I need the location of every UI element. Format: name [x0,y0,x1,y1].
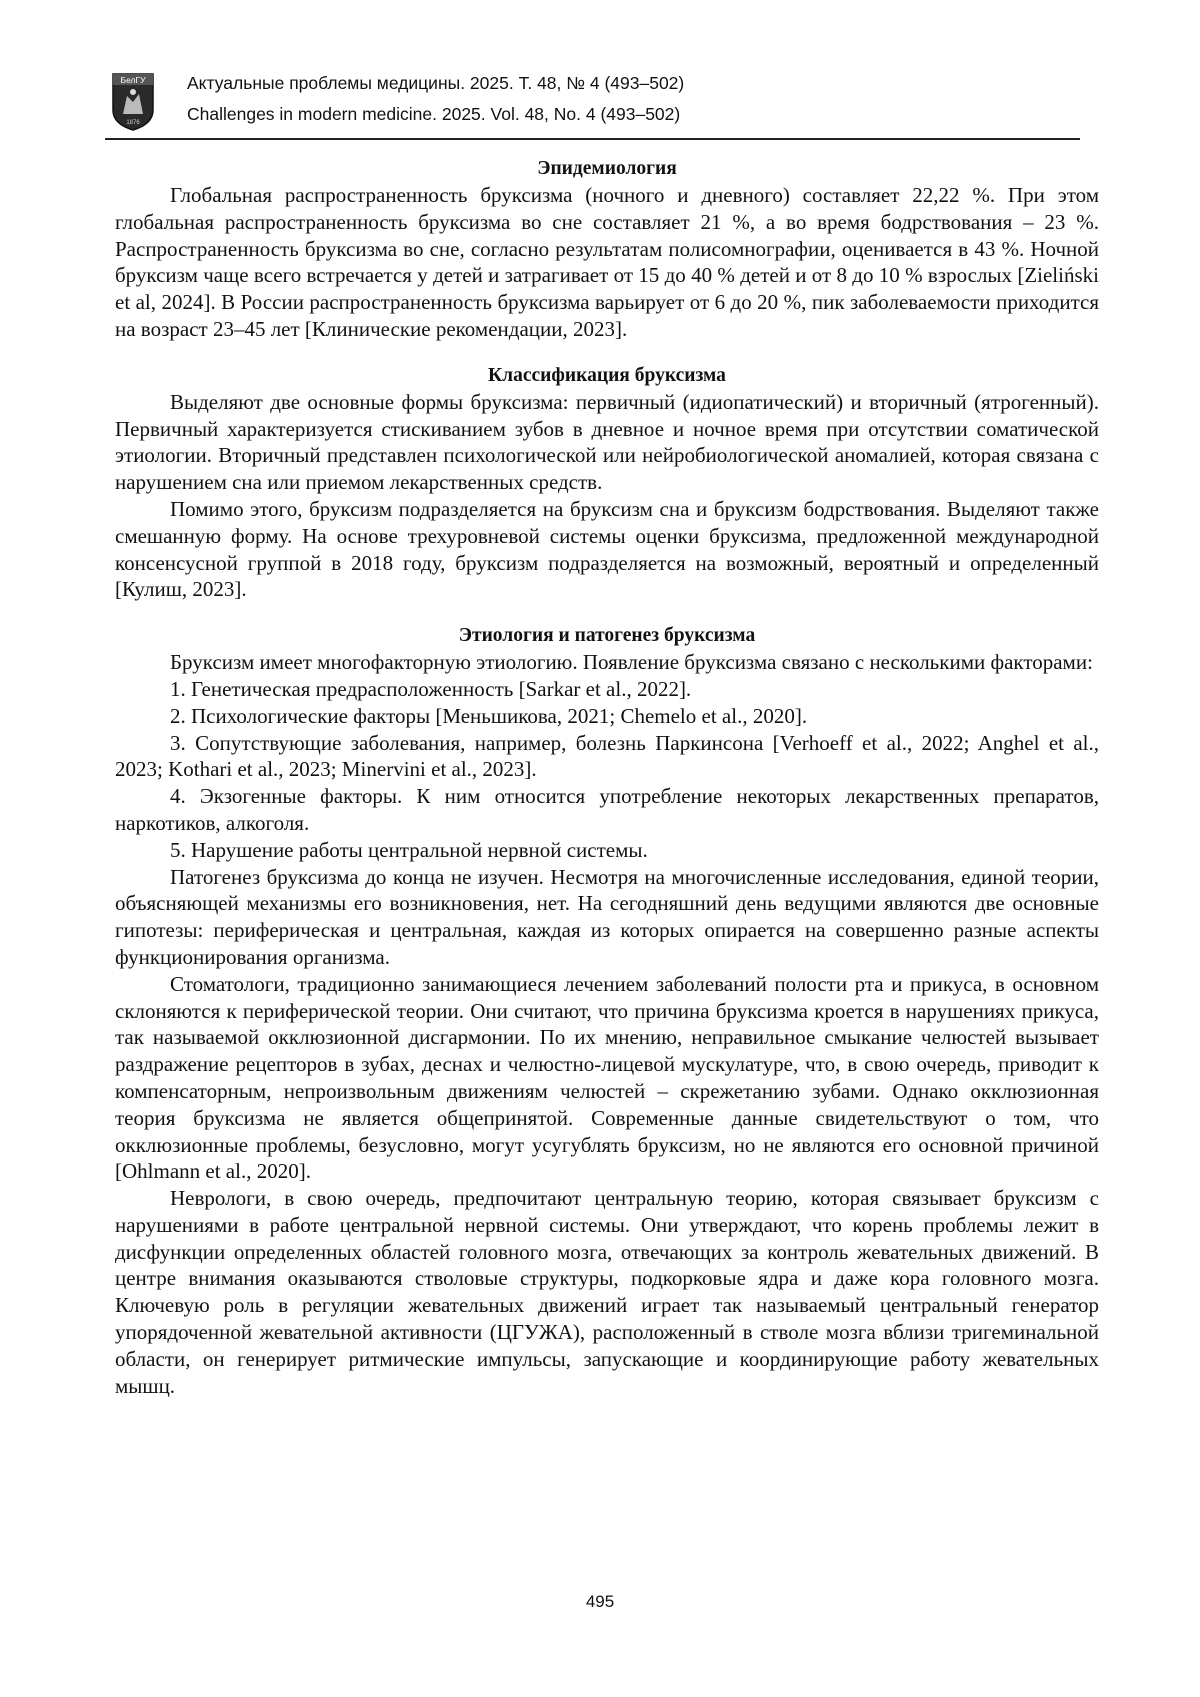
journal-titles [187,68,684,130]
paragraph-epidemiology: Глобальная распространенность бруксизма (ночного и дневного) составляет 22,22 %. При этом глобальная распространенность бруксизма во сне составляет 21 %, а во время бодрствования – 23 %. Распространенность бруксизма во сне, согласно результатам полисомнографии, оценивается в 43 %. Ночной бруксизм чаще всего встречается у детей и затрагивает от 15 до 40 % детей и от 8 до 10 % взрослых [Zieliński et al, 2024]. В России распространенность бруксизма варьирует от 6 до 20 %, пик заболеваемости приходится на возраст 23–45 лет [Клинические рекомендации, 2023]. [115,183,1099,341]
paragraph-pathogenesis: Патогенез бруксизма до конца не изучен. Несмотря на многочисленные исследования, единой теории, объясняющей механизмы его возникновения, нет. На сегодняшний день ведущими являются две основные гипотезы: периферическая и центральная, каждая из которых опирается на совершенно разные аспекты функционирования организма. [115,864,1099,969]
logo-text: БелГУ [120,75,146,85]
list-item-factor-2: 2. Психологические факторы [Меньшикова, 2021; Chemelo et al., 2020]. [170,703,808,728]
paragraph-etiology-intro: Бруксизм имеет многофакторную этиологию. Появление бруксизма связано с несколькими факторами: [170,650,1093,675]
paragraph-classification-1: Выделяют две основные формы бруксизма: первичный (идиопатический) и вторичный (ятрогенный). Первичный характеризуется стискиванием зубов в дневное и ночное время при отсутствии соматической этиологии. Вторичный представлен психологической или нейробиологической аномалией, которая связана с нарушением сна или приемом лекарственных средств. [115,389,1099,495]
article-body [115,156,1099,1399]
logo-year: 1876 [126,120,140,126]
paragraph-classification-2: Помимо этого, бруксизм подразделяется на бруксизм сна и бруксизм бодрствования. Выделяют также смешанную форму. На основе трехуровневой системы оценки бруксизма, предложенной международной консенсусной группой в 2018 году, бруксизм подразделяется на возможный, вероятный и определенный [Кулиш, 2023]. [115,496,1099,602]
section-title-epidemiology: Эпидемиология [537,158,677,179]
university-logo-icon [111,72,155,132]
list-item-factor-3: 3. Сопутствующие заболевания, например, болезнь Паркинсона [Verhoeff et al., 2022; Anghel et al., 2023; Kothari et al., 2023; Minervini et al., 2023]. [115,730,1099,782]
journal-header [105,62,1080,140]
list-item-factor-1: 1. Генетическая предрасположенность [Sarkar et al., 2022]. [170,676,692,701]
journal-title-ru: Актуальные проблемы медицины. 2025. Т. 48, № 4 (493–502) [187,73,685,93]
journal-title-en: Challenges in modern medicine. 2025. Vol. 48, No. 4 (493–502) [187,104,681,124]
list-item-factor-4: 4. Экзогенные факторы. К ним относится употребление некоторых лекарственных препаратов, наркотиков, алкоголя. [115,784,1099,835]
paragraph-dentists-theory: Стоматологи, традиционно занимающиеся лечением заболеваний полости рта и прикуса, в основном склоняются к периферической теории. Они считают, что причина бруксизма кроется в нарушениях прикуса, так называемой окклюзионной дисгармонии. По их мнению, неправильное смыкание челюстей вызывает раздражение рецепторов в зубах, деснах и челюстно-лицевой мускулатуре, что, в свою очередь, приводит к компенсаторным, непроизвольным движениям челюстей – скрежетанию зубами. Однако окклюзионная теория бруксизма не является общепринятой. Современные данные свидетельствуют о том, что окклюзионные проблемы, безусловно, могут усугублять бруксизм, но не являются его основной причиной [Ohlmann et al., 2020]. [115,971,1099,1184]
section-title-etiology: Этиология и патогенез бруксизма [458,625,756,647]
list-item-factor-5: 5. Нарушение работы центральной нервной системы. [170,837,648,862]
section-title-classification: Классификация бруксизма [488,364,726,386]
page-number: 495 [585,1592,615,1611]
paragraph-neurologists-theory: Неврологи, в свою очередь, предпочитают центральную теорию, которая связывает бруксизм с нарушениями в работе центральной нервной системы. Они утверждают, что корень проблемы лежит в дисфункции определенных областей головного мозга, отвечающих за контроль жевательных движений. В центре внимания оказываются стволовые структуры, подкорковые ядра и даже кора головного мозга. Ключевую роль в регуляции жевательных движений играет так называемый центральный генератор упорядоченной жевательной активности (ЦГУЖА), расположенный в стволе мозга вблизи тригеминальной области, он генерирует ритмические импульсы, запускающие и координирующие работу жевательных мышц. [115,1186,1099,1398]
